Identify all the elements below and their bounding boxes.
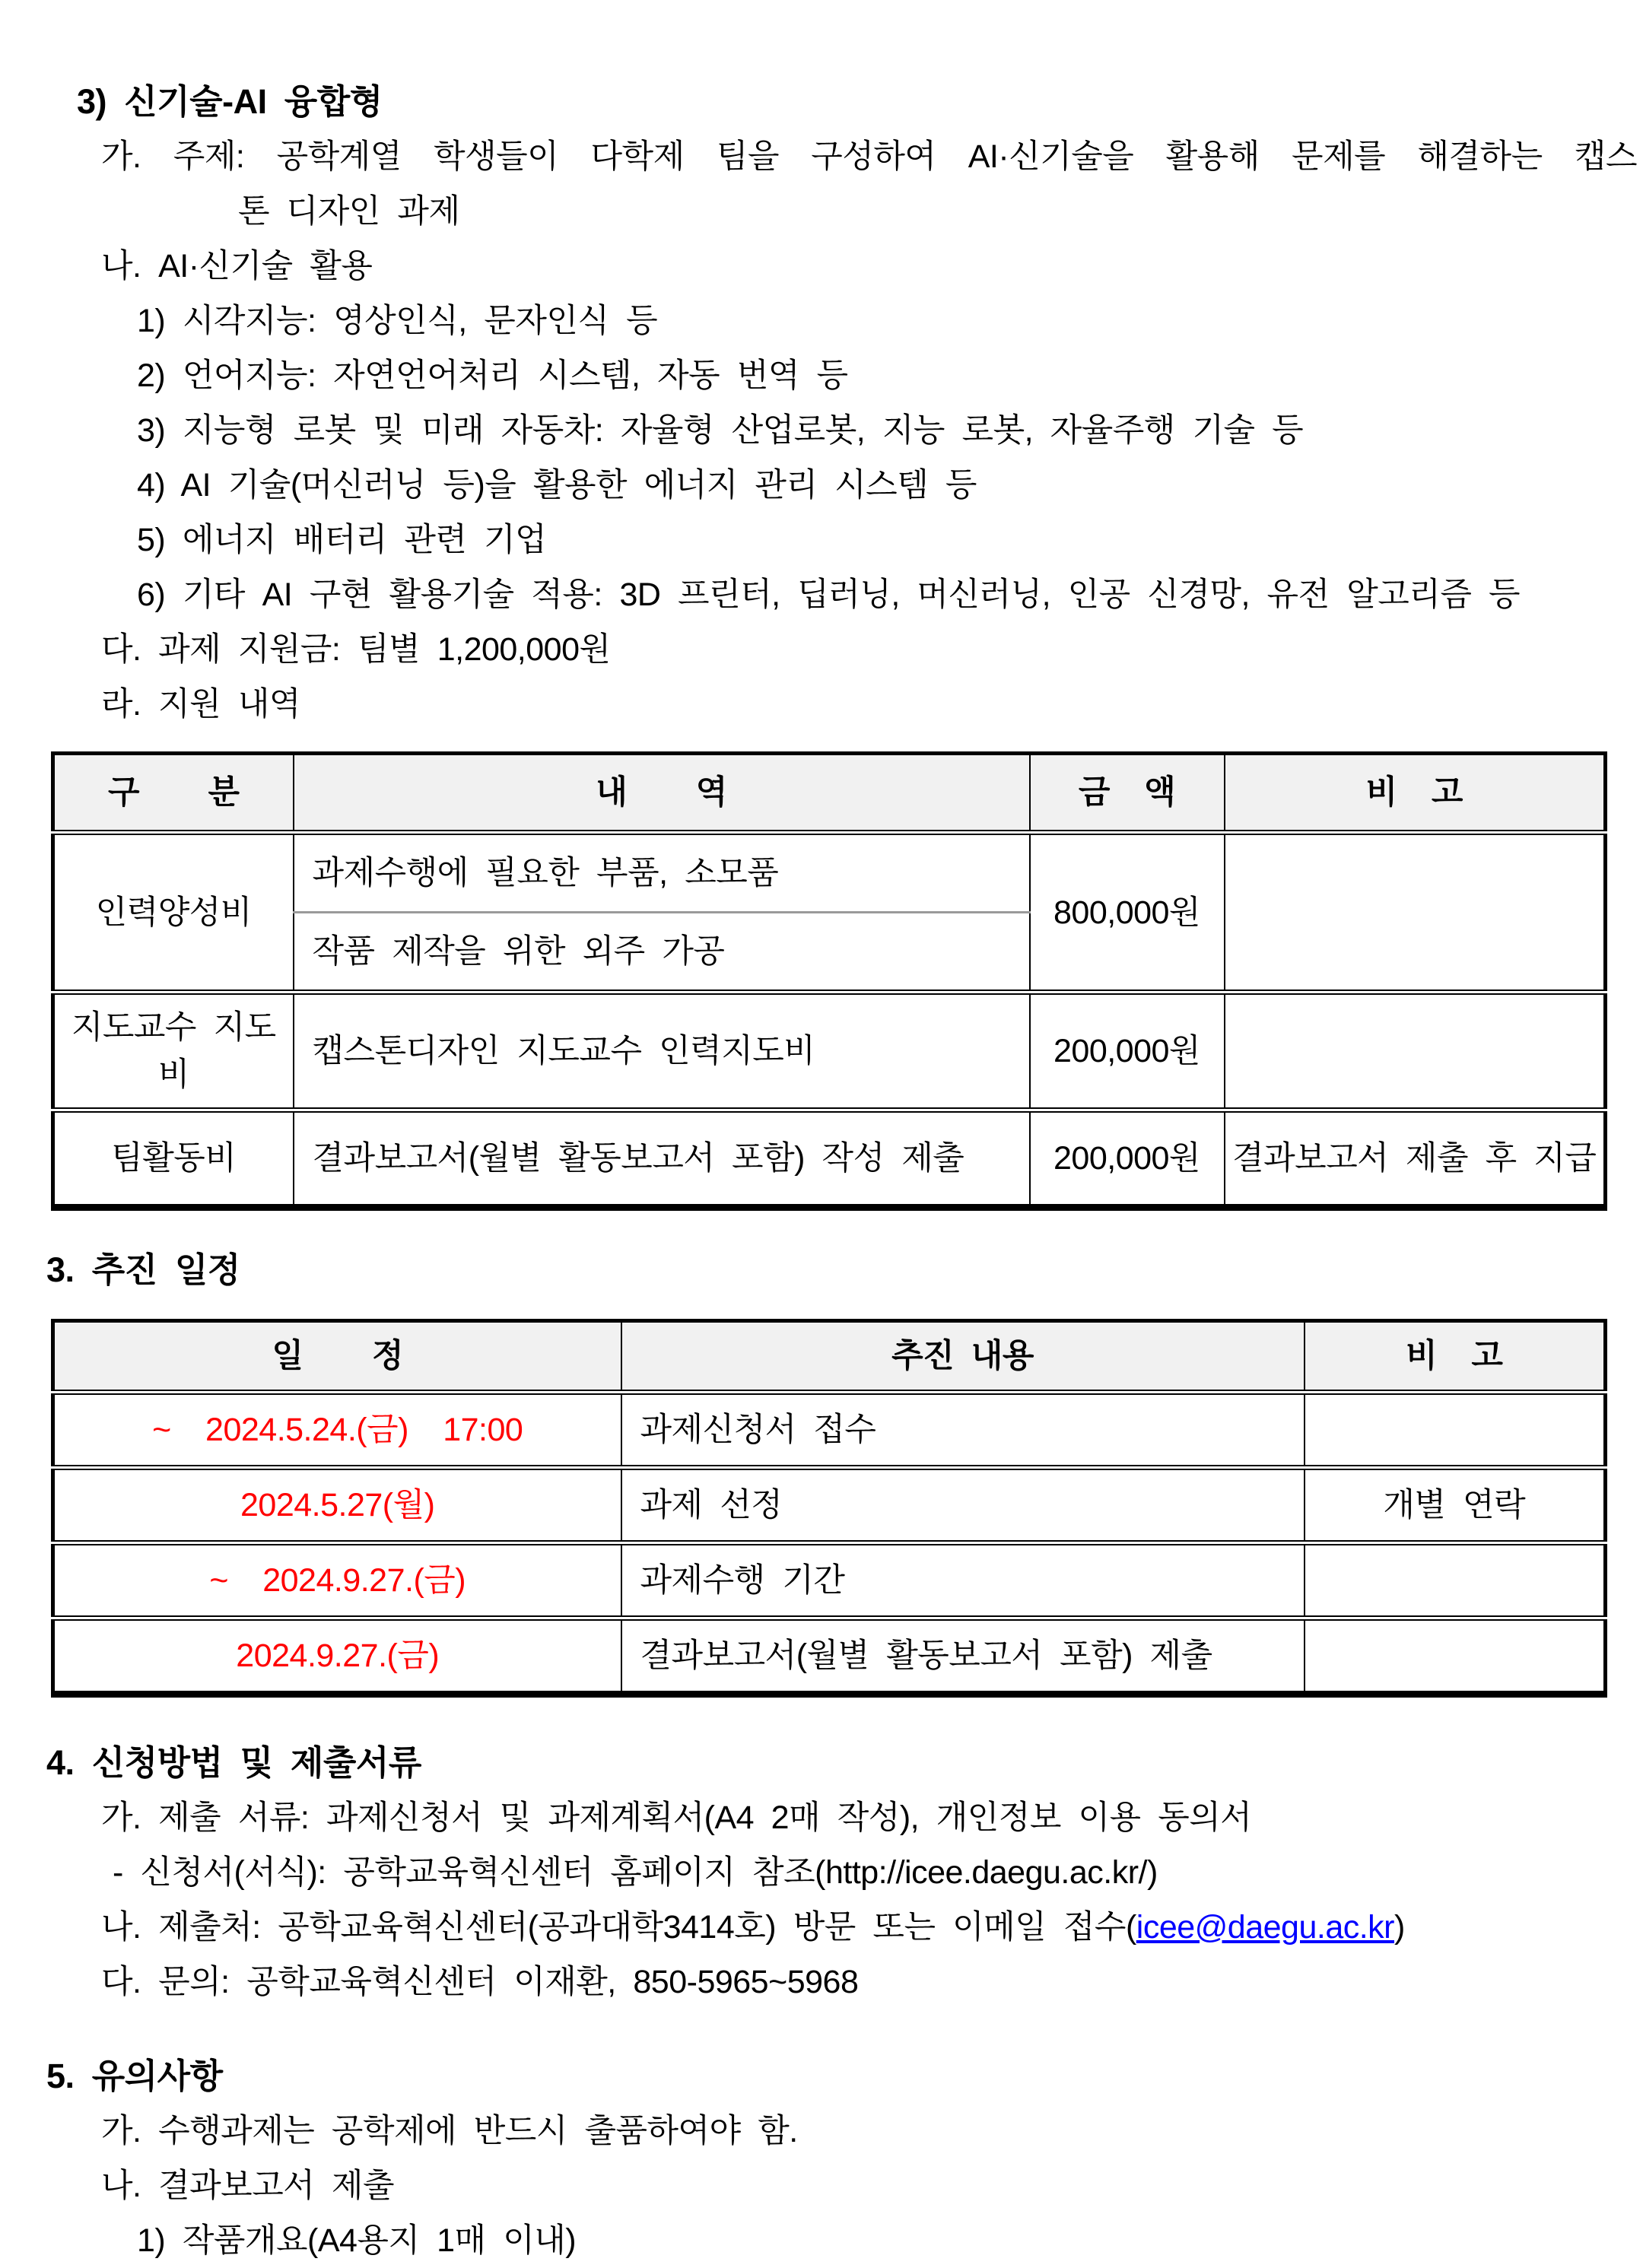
usage-item-4: 4) AI 기술(머신러닝 등)을 활용한 에너지 관리 시스템 등 — [137, 467, 977, 503]
cell-date-report: 2024.9.27.(금) — [53, 1618, 621, 1695]
submit-line-suffix: ) — [1394, 1909, 1405, 1946]
application-docs-line: 가. 제출 서류: 과제신청서 및 과제계획서(A4 2매 작성), 개인정보 이용 동의서 — [101, 1799, 1252, 1836]
table-row — [53, 1543, 1606, 1618]
header-note: 비 고 — [1305, 1321, 1606, 1393]
topic-line-2: 톤 디자인 과제 — [238, 193, 460, 230]
cell-detail-hr-1: 과제수행에 필요한 부품, 소모품 — [294, 833, 1030, 913]
subsection-title-ai: 3) 신기술-AI 융합형 — [77, 82, 383, 121]
table-row — [53, 1468, 1606, 1543]
table-row — [53, 1110, 1606, 1208]
header-category: 구 분 — [53, 754, 294, 833]
notes-item-1: 가. 수행과제는 공학제에 반드시 출품하여야 함. — [101, 2113, 798, 2149]
cell-content-select: 과제 선정 — [621, 1468, 1305, 1543]
usage-item-3: 3) 지능형 로봇 및 미래 자동차: 자율형 산업로봇, 지능 로봇, 자율주행 기술 등 — [137, 412, 1304, 449]
header-date: 일 정 — [53, 1321, 621, 1393]
schedule-table — [51, 1319, 1607, 1698]
cell-date-select: 2024.5.27(월) — [53, 1468, 621, 1543]
cell-note-select: 개별 연락 — [1305, 1468, 1606, 1543]
notes-item-2: 나. 결과보고서 제출 — [101, 2168, 395, 2204]
cell-date-apply: ~ 2024.5.24.(금) 17:00 — [53, 1393, 621, 1468]
table-row — [53, 1618, 1606, 1695]
cell-note-hr — [1225, 833, 1606, 993]
cell-date-perform: ~ 2024.9.27.(금) — [53, 1543, 621, 1618]
cell-detail-hr-2: 작품 제작을 위한 외주 가공 — [294, 913, 1030, 993]
header-detail: 내 역 — [294, 754, 1030, 833]
header-note: 비 고 — [1225, 754, 1606, 833]
support-table — [51, 751, 1607, 1211]
table-row — [53, 993, 1606, 1110]
cell-note-perform — [1305, 1543, 1606, 1618]
schedule-table-header-row — [53, 1321, 1606, 1393]
usage-item-5: 5) 에너지 배터리 관련 기업 — [137, 522, 547, 558]
cell-note-advisor — [1225, 993, 1606, 1110]
grant-line: 다. 과제 지원금: 팀별 1,200,000원 — [101, 631, 611, 668]
cell-category-advisor: 지도교수 지도비 — [53, 993, 294, 1110]
section-title-schedule: 3. 추진 일정 — [46, 1250, 240, 1289]
section-title-notes: 5. 유의사항 — [46, 2057, 223, 2095]
support-label: 라. 지원 내역 — [101, 686, 300, 723]
cell-content-report: 결과보고서(월별 활동보고서 포함) 제출 — [621, 1618, 1305, 1695]
topic-line-1: 가. 주제: 공학계열 학생들이 다학제 팀을 구성하여 AI·신기술을 활용해 문제를 해결하는 캡스 — [101, 138, 1637, 175]
header-amount: 금 액 — [1030, 754, 1225, 833]
table-row — [53, 833, 1606, 913]
application-submit-line — [101, 1900, 1643, 1955]
cell-content-apply: 과제신청서 접수 — [621, 1393, 1305, 1468]
cell-note-apply — [1305, 1393, 1606, 1468]
cell-amount-team: 200,000원 — [1030, 1110, 1225, 1208]
usage-item-6: 6) 기타 AI 구현 활용기술 적용: 3D 프린터, 딥러닝, 머신러닝, 인공 신경망, 유전 알고리즘 등 — [137, 577, 1521, 613]
section-title-application: 4. 신청방법 및 제출서류 — [46, 1743, 421, 1782]
email-link[interactable]: icee@daegu.ac.kr — [1136, 1909, 1394, 1946]
header-content: 추진 내용 — [621, 1321, 1305, 1393]
cell-note-report — [1305, 1618, 1606, 1695]
cell-category-hr: 인력양성비 — [53, 833, 294, 993]
table-row — [53, 1393, 1606, 1468]
support-table-header-row — [53, 754, 1606, 833]
application-contact-line: 다. 문의: 공학교육혁신센터 이재환, 850-5965~5968 — [101, 1964, 859, 2000]
notes-item-3: 1) 작품개요(A4용지 1매 이내) — [137, 2222, 577, 2259]
usage-title: 나. AI·신기술 활용 — [101, 248, 373, 284]
cell-amount-hr: 800,000원 — [1030, 833, 1225, 993]
cell-content-perform: 과제수행 기간 — [621, 1543, 1305, 1618]
cell-note-team: 결과보고서 제출 후 지급 — [1225, 1110, 1606, 1208]
cell-amount-advisor: 200,000원 — [1030, 993, 1225, 1110]
cell-detail-team: 결과보고서(월별 활동보고서 포함) 작성 제출 — [294, 1110, 1030, 1208]
cell-category-team: 팀활동비 — [53, 1110, 294, 1208]
usage-item-2: 2) 언어지능: 자연언어처리 시스템, 자동 번역 등 — [137, 357, 848, 394]
application-form-line: - 신청서(서식): 공학교육혁신센터 홈페이지 참조(http://icee.daegu.ac.kr/) — [113, 1854, 1158, 1891]
cell-detail-advisor: 캡스톤디자인 지도교수 인력지도비 — [294, 993, 1030, 1110]
submit-line-prefix: 나. 제출처: 공학교육혁신센터(공과대학3414호) 방문 또는 이메일 접수( — [101, 1909, 1136, 1946]
usage-item-1: 1) 시각지능: 영상인식, 문자인식 등 — [137, 303, 658, 339]
